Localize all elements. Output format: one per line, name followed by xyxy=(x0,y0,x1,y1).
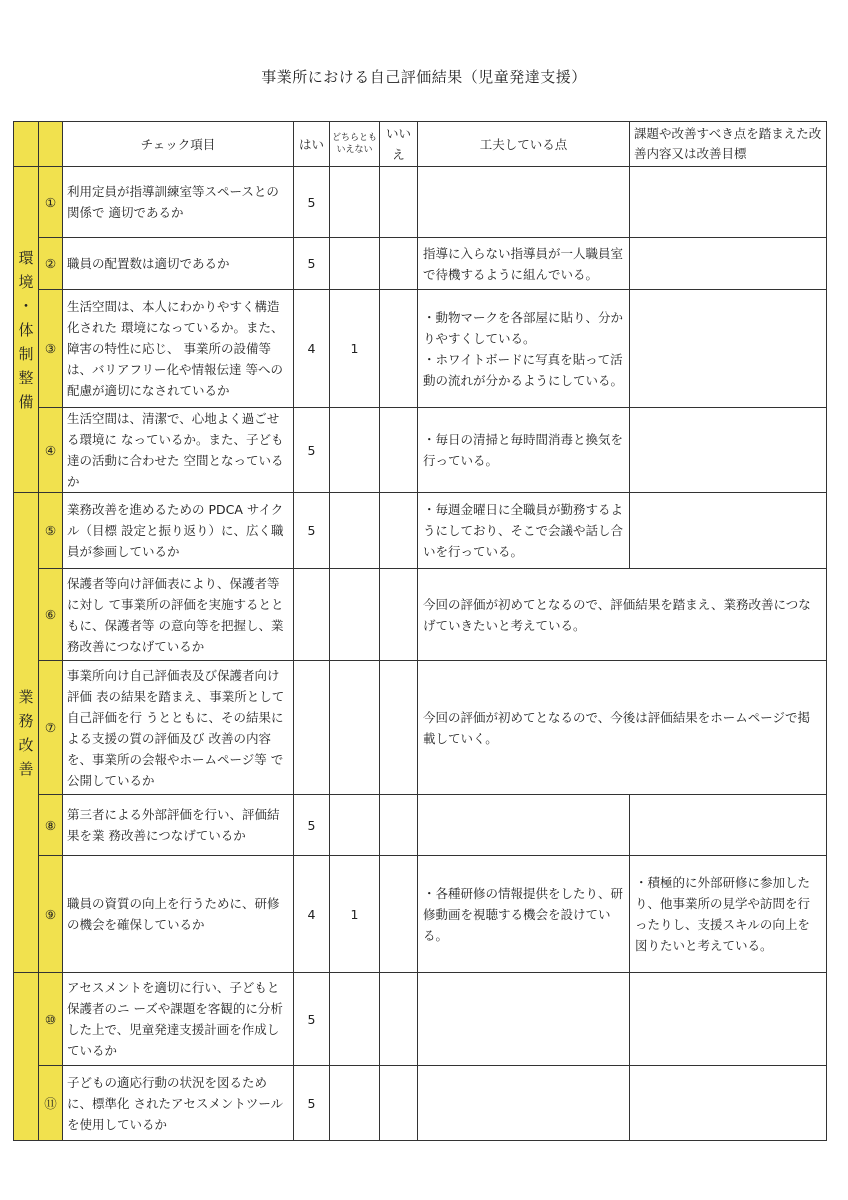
issues-text xyxy=(630,795,827,856)
neither-count xyxy=(330,1066,380,1141)
neither-count xyxy=(330,661,380,795)
check-item-text: 職員の資質の向上を行うために、研修の機会を確保しているか xyxy=(63,856,294,973)
row-number: ⑪ xyxy=(39,1066,63,1141)
category-cell xyxy=(14,167,39,493)
table-row xyxy=(14,856,827,973)
merged-comment: 今回の評価が初めてとなるので、評価結果を踏まえ、業務改善につなげていきたいと考えている。 xyxy=(418,569,827,661)
header-yes: はい xyxy=(294,122,330,167)
header-efforts: 工夫している点 xyxy=(418,122,630,167)
table-row xyxy=(14,167,827,238)
check-item-text: 事業所向け自己評価表及び保護者向け評価 表の結果を踏まえ、事業所として自己評価を行 うとともに、その結果による支援の質の評価及び 改善の内容を、事業所の会報やホームページ等 で公開しているか xyxy=(63,661,294,795)
issues-text xyxy=(630,1066,827,1141)
category-char: 整 xyxy=(18,368,34,387)
yes-count: 5 xyxy=(294,1066,330,1141)
row-number: ③ xyxy=(39,290,63,408)
category-char: 善 xyxy=(18,759,34,778)
no-count xyxy=(380,1066,418,1141)
table-row xyxy=(14,290,827,408)
no-count xyxy=(380,408,418,493)
efforts-text: ・動物マークを各部屋に貼り、分かりやすくしている。 ・ホワイトボードに写真を貼って活動の流れが分かるようにしている。 xyxy=(418,290,630,408)
neither-count xyxy=(330,408,380,493)
neither-count xyxy=(330,569,380,661)
header-neither-line1: どちらとも xyxy=(331,133,377,143)
efforts-text: ・各種研修の情報提供をしたり、研修動画を視聴する機会を設けている。 xyxy=(418,856,630,973)
check-item-text: 生活空間は、清潔で、心地よく過ごせる環境に なっているか。また、子ども達の活動に合わせた 空間となっているか xyxy=(63,408,294,493)
neither-count: 1 xyxy=(330,856,380,973)
evaluation-table xyxy=(13,121,827,1141)
efforts-text xyxy=(418,167,630,238)
yes-count xyxy=(294,661,330,795)
row-number: ⑤ xyxy=(39,493,63,569)
row-number: ⑦ xyxy=(39,661,63,795)
check-item-text: 生活空間は、本人にわかりやすく構造化された 環境になっているか。また、障害の特性に応じ、 事業所の設備等は、バリアフリー化や情報伝達 等への配慮が適切になされているか xyxy=(63,290,294,408)
check-item-text: 職員の配置数は適切であるか xyxy=(63,238,294,290)
no-count xyxy=(380,856,418,973)
category-char: 境 xyxy=(18,272,34,291)
yes-count: 5 xyxy=(294,238,330,290)
table-row xyxy=(14,408,827,493)
row-number: ④ xyxy=(39,408,63,493)
page-title: 事業所における自己評価結果（児童発達支援） xyxy=(261,68,587,86)
table-row xyxy=(14,493,827,569)
category-char: ・ xyxy=(18,296,34,315)
efforts-text: 指導に入らない指導員が一人職員室で待機するように組んでいる。 xyxy=(418,238,630,290)
category-char: 務 xyxy=(18,711,34,730)
neither-count xyxy=(330,493,380,569)
table-row xyxy=(14,661,827,795)
neither-count xyxy=(330,238,380,290)
header-no: いいえ xyxy=(380,122,418,167)
table-row xyxy=(14,795,827,856)
row-number: ⑧ xyxy=(39,795,63,856)
no-count xyxy=(380,569,418,661)
issues-text xyxy=(630,290,827,408)
header-neither-line2: いえない xyxy=(336,145,373,155)
yes-count: 5 xyxy=(294,493,330,569)
category-char: 環 xyxy=(18,248,34,267)
efforts-text: ・毎日の清掃と毎時間消毒と換気を行っている。 xyxy=(418,408,630,493)
check-item-text: アセスメントを適切に行い、子どもと保護者のニ ーズや課題を客観的に分析した上で、児童発達支援計画を作成しているか xyxy=(63,973,294,1066)
header-number-cell xyxy=(39,122,63,167)
header-category-cell xyxy=(14,122,39,167)
category-char: 改 xyxy=(18,735,34,754)
category-cell xyxy=(14,493,39,973)
no-count xyxy=(380,661,418,795)
issues-text xyxy=(630,238,827,290)
merged-comment: 今回の評価が初めてとなるので、今後は評価結果をホームページで掲載していく。 xyxy=(418,661,827,795)
category-char: 体 xyxy=(18,320,34,339)
issues-text xyxy=(630,493,827,569)
category-char: 業 xyxy=(18,687,34,706)
yes-count: 5 xyxy=(294,795,330,856)
category-cell xyxy=(14,973,39,1141)
yes-count xyxy=(294,569,330,661)
no-count xyxy=(380,238,418,290)
table-row xyxy=(14,973,827,1066)
efforts-text xyxy=(418,795,630,856)
check-item-text: 業務改善を進めるための PDCA サイクル（目標 設定と振り返り）に、広く職員が参画しているか xyxy=(63,493,294,569)
header-neither xyxy=(330,122,380,167)
table-header-row xyxy=(14,122,827,167)
efforts-text: ・毎週金曜日に全職員が勤務するようにしており、そこで会議や話し合いを行っている。 xyxy=(418,493,630,569)
category-char: 制 xyxy=(18,344,34,363)
row-number: ⑩ xyxy=(39,973,63,1066)
neither-count xyxy=(330,973,380,1066)
yes-count: 4 xyxy=(294,856,330,973)
row-number: ① xyxy=(39,167,63,238)
row-number: ⑨ xyxy=(39,856,63,973)
issues-text xyxy=(630,167,827,238)
no-count xyxy=(380,167,418,238)
table-row xyxy=(14,238,827,290)
yes-count: 4 xyxy=(294,290,330,408)
row-number: ② xyxy=(39,238,63,290)
category-char: 備 xyxy=(18,392,34,411)
efforts-text xyxy=(418,1066,630,1141)
check-item-text: 利用定員が指導訓練室等スペースとの関係で 適切であるか xyxy=(63,167,294,238)
yes-count: 5 xyxy=(294,167,330,238)
issues-text xyxy=(630,973,827,1066)
no-count xyxy=(380,795,418,856)
neither-count: 1 xyxy=(330,290,380,408)
yes-count: 5 xyxy=(294,408,330,493)
no-count xyxy=(380,493,418,569)
table-row xyxy=(14,1066,827,1141)
issues-text xyxy=(630,408,827,493)
efforts-text xyxy=(418,973,630,1066)
check-item-text: 保護者等向け評価表により、保護者等に対し て事業所の評価を実施するとともに、保護者等 の意向等を把握し、業務改善につなげているか xyxy=(63,569,294,661)
row-number: ⑥ xyxy=(39,569,63,661)
header-check-item: チェック項目 xyxy=(63,122,294,167)
neither-count xyxy=(330,795,380,856)
neither-count xyxy=(330,167,380,238)
check-item-text: 第三者による外部評価を行い、評価結果を業 務改善につなげているか xyxy=(63,795,294,856)
table-row xyxy=(14,569,827,661)
check-item-text: 子どもの適応行動の状況を図るために、標準化 されたアセスメントツールを使用しているか xyxy=(63,1066,294,1141)
yes-count: 5 xyxy=(294,973,330,1066)
no-count xyxy=(380,290,418,408)
issues-text: ・積極的に外部研修に参加したり、他事業所の見学や訪問を行ったりし、支援スキルの向上を図りたいと考えている。 xyxy=(630,856,827,973)
no-count xyxy=(380,973,418,1066)
header-issues: 課題や改善すべき点を踏まえた改善内容又は改善目標 xyxy=(630,122,827,167)
